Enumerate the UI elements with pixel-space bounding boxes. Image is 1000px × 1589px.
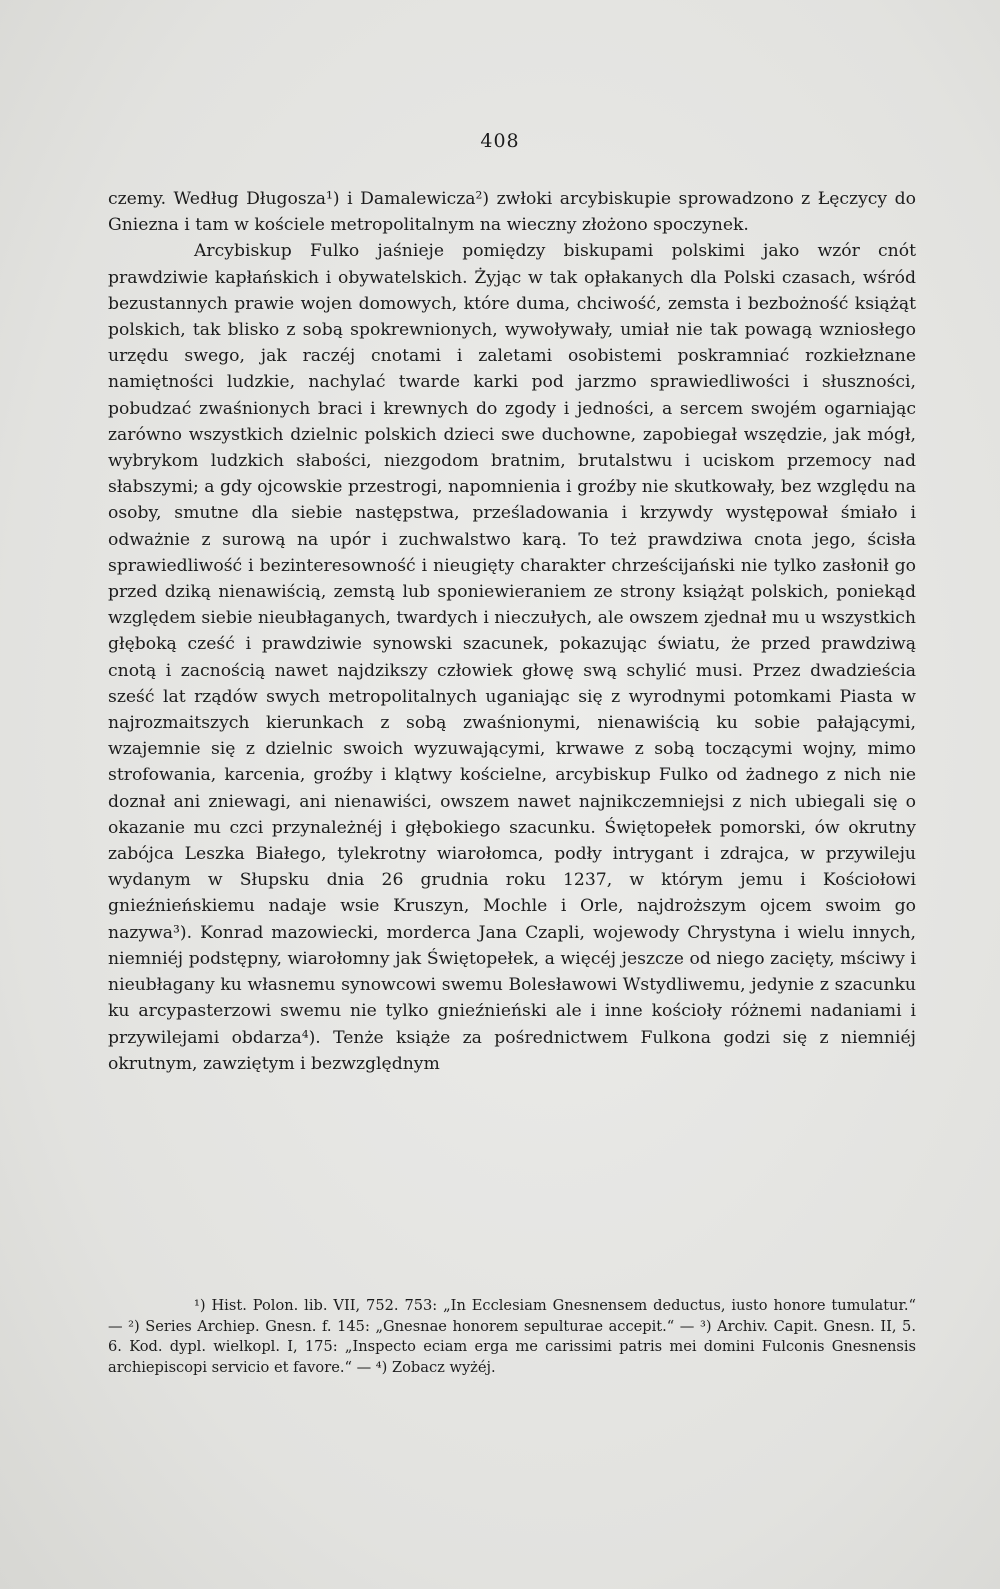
- main-text: [108, 186, 916, 1077]
- footnotes: [108, 1296, 916, 1378]
- paragraph: Arcybiskup Fulko jaśnieje pomiędzy biskupami polskimi jako wzór cnót prawdziwie kapłańskich i obywatelskich. Żyjąc w tak opłakanych dla Polski czasach, wśród bezustannych prawie wojen domowych, które duma, chciwość, zemsta i bezbożność książąt polskich, tak blisko z sobą spokrewnionych, wywoływały, umiał nie tak powagą wzniosłego urzędu swego, jak raczéj cnotami i zaletami osobistemi poskramniać rozkiełznane namiętności ludzkie, nachylać twarde karki pod jarzmo sprawiedliwości i słuszności, pobudzać zwaśnionych braci i krewnych do zgody i jedności, a sercem swojém ogarniając zarówno wszystkich dzielnic polskich dzieci swe duchowne, zapobiegał wszędzie, jak mógł, wybrykom ludzkich słabości, niezgodom bratnim, brutalstwu i uciskom przemocy nad słabszymi; a gdy ojcowskie przestrogi, napomnienia i groźby nie skutkowały, bez względu na osoby, smutne dla siebie następstwa, prześladowania i krzywdy występował śmiało i odważnie z surową na upór i zuchwalstwo karą. To też prawdziwa cnota jego, ścisła sprawiedliwość i bezinteresowność i nieugięty charakter chrześcijański nie tylko zasłonił go przed dziką nienawiścią, zemstą lub sponiewieraniem ze strony książąt polskich, poniekąd względem siebie nieubłaganych, twardych i nieczułych, ale owszem zjednał mu u wszystkich głęboką cześć i prawdziwie synowski szacunek, pokazując światu, że przed prawdziwą cnotą i zacnością nawet najdzikszy człowiek głowę swą schylić musi. Przez dwadzieścia sześć lat rządów swych metropolitalnych uganiając się z wyrodnymi potomkami Piasta w najrozmaitszych kierunkach z sobą zwaśnionymi, nienawiścią ku sobie pałającymi, wzajemnie się z dzielnic swoich wyzuwającymi, krwawe z sobą toczącymi wojny, mimo strofowania, karcenia, groźby i klątwy kościelne, arcybiskup Fulko od żadnego z nich nie doznał ani zniewagi, ani nienawiści, owszem nawet najnikczemniejsi z nich ubiegali się o okazanie mu czci przynależnéj i głębokiego szacunku. Świętopełek pomorski, ów okrutny zabójca Leszka Białego, tylekrotny wiarołomca, podły intrygant i zdrajca, w przywileju wydanym w Słupsku dnia 26 grudnia roku 1237, w którym jemu i Kościołowi gnieźnieńskiemu nadaje wsie Kruszyn, Mochle i Orle, najdroższym ojcem swoim go nazywa³). Konrad mazowiecki, morderca Jana Czapli, wojewody Chrystyna i wielu innych, niemniéj podstępny, wiarołomny jak Świętopełek, a więcéj jeszcze od niego zacięty, mściwy i nieubłagany ku własnemu synowcowi swemu Bolesławowi Wstydliwemu, jedynie z szacunku ku arcypasterzowi swemu nie tylko gnieźnieński ale i inne kościoły różnemi nadaniami i przywilejami obdarza⁴). Tenże książe za pośrednictwem Fulkona godzi się z niemniéj okrutnym, zawziętym i bezwzględnym: [108, 241, 916, 1074]
- footnote-text: ¹) Hist. Polon. lib. VII, 752. 753: „In Ecclesiam Gnesnensem deductus, iusto honore tumulatur.“ — ²) Series Archiep. Gnesn. f. 145: „Gnesnae honorem sepulturae accepit.“ — ³) Archiv. Capit. Gnesn. II, 5. 6. Kod. dypl. wielkopl. I, 175: „Inspecto eciam erga me carissimi patris mei domini Fulconis Gnesnensis archiepiscopi servicio et favore.“ — ⁴) Zobacz wyżéj.: [108, 1297, 916, 1376]
- paragraph: czemy. Według Długosza¹) i Damalewicza²) zwłoki arcybiskupie sprowadzono z Łęczycy do Gniezna i tam w kościele metropolitalnym na wieczny złożono spoczynek.: [108, 189, 916, 236]
- page-number: 408: [480, 130, 520, 152]
